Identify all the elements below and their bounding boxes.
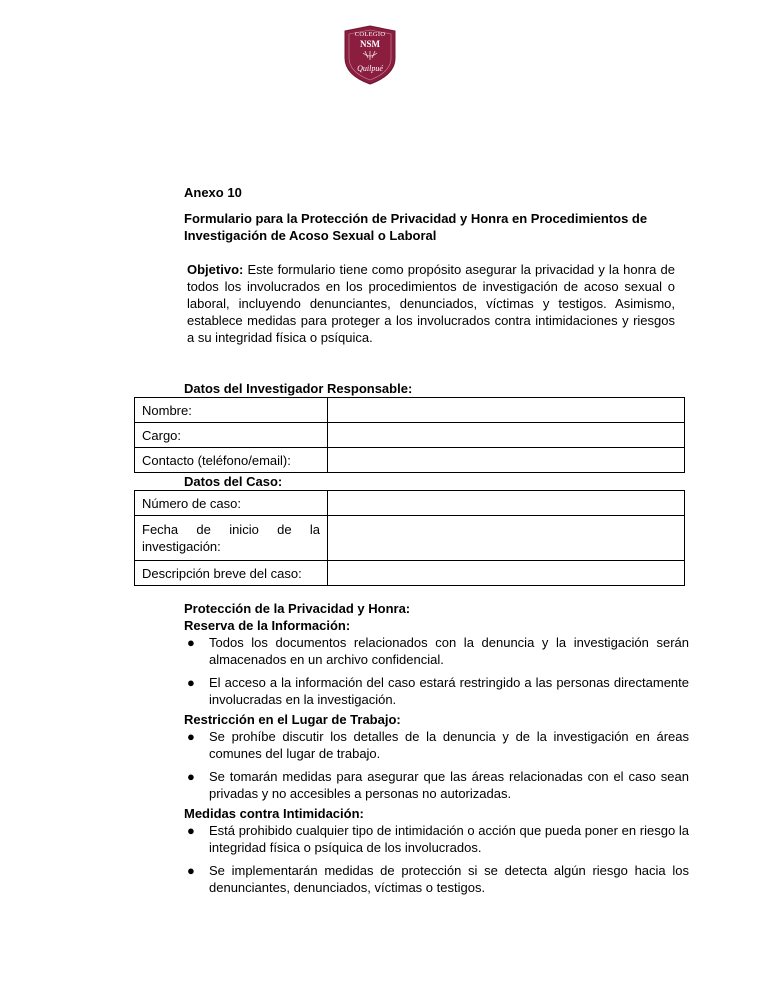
bullet-icon: ●	[187, 863, 195, 878]
logo-line-2: NSM	[360, 39, 380, 49]
annex-label: Anexo 10	[184, 185, 242, 200]
bullet-list	[184, 634, 689, 708]
document-title: Formulario para la Protección de Privacidad y Honra en Procedimientos de Investigación de Acoso Sexual o Laboral	[184, 211, 648, 243]
list-item-text: Se implementarán medidas de protección si se detecta algún riesgo hacia los denunciantes, denunciados, víctimas o testigos.	[209, 863, 689, 895]
logo-line-1: COLEGIO	[354, 31, 386, 38]
objective-label: Objetivo:	[187, 262, 244, 277]
list-item	[184, 822, 689, 856]
objective-text: Este formulario tiene como propósito asegurar la privacidad y la honra de todos los involucrados en los procedimientos de investigación de acoso sexual o laboral, incluyendo denunciantes, denunciados, víctimas y testigos. Asimismo, establece medidas para proteger a los involucrados contra intimidaciones y riesgos a su integridad física o psíquica.	[187, 262, 675, 345]
list-item	[184, 862, 689, 896]
list-item-text: El acceso a la información del caso estará restringido a las personas directamente involucradas en la investigación.	[209, 675, 689, 707]
case-heading: Datos del Caso:	[184, 474, 283, 489]
case-number-label: Número de caso:	[135, 491, 328, 516]
investigator-contact-field[interactable]	[328, 448, 685, 473]
protection-section	[184, 600, 689, 899]
list-item	[184, 728, 689, 762]
school-logo	[341, 25, 399, 85]
bullet-list	[184, 822, 689, 896]
list-item-text: Está prohibido cualquier tipo de intimidación o acción que pueda poner en riesgo la integridad física o psíquica de los involucrados.	[209, 823, 689, 855]
case-description-field[interactable]	[328, 561, 685, 586]
table-row	[135, 423, 685, 448]
investigator-contact-label: Contacto (teléfono/email):	[135, 448, 328, 473]
investigator-name-label: Nombre:	[135, 398, 328, 423]
table-row	[135, 561, 685, 586]
case-start-date-label: Fecha de inicio de la investigación:	[135, 516, 328, 561]
investigator-role-field[interactable]	[328, 423, 685, 448]
section-title: Restricción en el Lugar de Trabajo:	[184, 712, 401, 727]
table-row	[135, 448, 685, 473]
case-start-date-field[interactable]	[328, 516, 685, 561]
list-item	[184, 634, 689, 668]
bullet-icon: ●	[187, 769, 195, 784]
table-row	[135, 516, 685, 561]
list-item	[184, 674, 689, 708]
bullet-icon: ●	[187, 729, 195, 744]
section-title: Medidas contra Intimidación:	[184, 806, 364, 821]
bullet-list	[184, 728, 689, 802]
list-item-text: Se tomarán medidas para asegurar que las áreas relacionadas con el caso sean privadas y no accesibles a personas no autorizadas.	[209, 769, 689, 801]
list-item	[184, 768, 689, 802]
case-number-field[interactable]	[328, 491, 685, 516]
list-item-text: Se prohíbe discutir los detalles de la denuncia y de la investigación en áreas comunes del lugar de trabajo.	[209, 729, 689, 761]
table-row	[135, 398, 685, 423]
list-item-text: Todos los documentos relacionados con la denuncia y la investigación serán almacenados en un archivo confidencial.	[209, 635, 689, 667]
bullet-icon: ●	[187, 635, 195, 650]
logo-line-3: Quilpué	[357, 64, 383, 73]
investigator-name-field[interactable]	[328, 398, 685, 423]
investigator-role-label: Cargo:	[135, 423, 328, 448]
protection-heading: Protección de la Privacidad y Honra:	[184, 601, 411, 616]
case-table	[134, 490, 685, 586]
investigator-table	[134, 397, 685, 473]
bullet-icon: ●	[187, 675, 195, 690]
investigator-heading: Datos del Investigador Responsable:	[184, 381, 413, 396]
bullet-icon: ●	[187, 823, 195, 838]
table-row	[135, 491, 685, 516]
section-title: Reserva de la Información:	[184, 618, 351, 633]
objective-paragraph	[187, 261, 675, 346]
case-description-label: Descripción breve del caso:	[135, 561, 328, 586]
